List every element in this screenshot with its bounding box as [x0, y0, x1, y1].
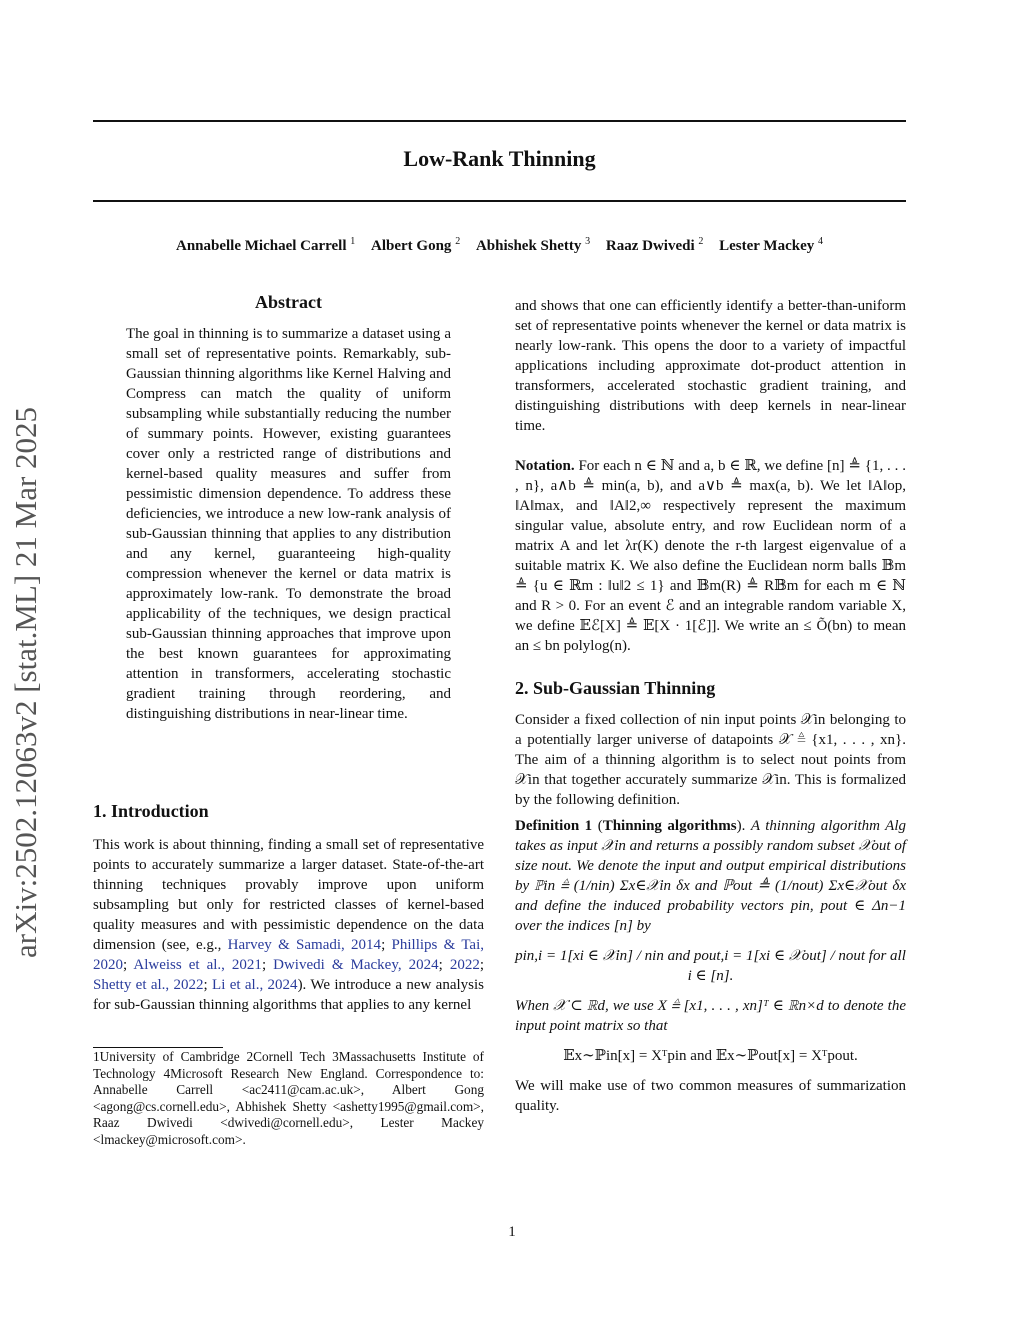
citation-link[interactable]: Alweiss et al., 2021	[133, 957, 262, 973]
author[interactable]: Albert Gong $^2$	[371, 236, 461, 254]
citation-link[interactable]: Phillips & Tai, 2020	[93, 937, 485, 973]
citation-link[interactable]: Dwivedi & Mackey, 2024	[273, 957, 439, 973]
abstract-block	[126, 292, 451, 724]
right-column	[515, 296, 906, 1116]
equation-probability-vectors: pin,i = 1[xi ∈ 𝒳in] / nin and pout,i = 1[xi ∈ 𝒳out] / nout for all i ∈ [n].	[515, 948, 906, 984]
citation-link[interactable]: Li et al., 2024	[212, 977, 298, 993]
introduction-paragraph: This work is about thinning, finding a small set of representative points to accurately summarize a larger dataset. State-of-the-art thinning techniques provably improve upon uniform subsampling but only for restricted classes of kernel-based quality measures and with pessimistic dependence on the data dimension (see, e.g., Harvey & Samadi, 2014; Phillips & Tai, 2020; Alweiss et al., 2021; Dwivedi & Mackey, 2024; 2022; Shetty et al., 2022; Li et al., 2024). We introduce a new analysis for sub-Gaussian thinning algorithms that applies to any kernel	[93, 837, 485, 1013]
definition-continued: When 𝒳 ⊂ ℝd, we use X ≜ [x1, . . . , xn]ᵀ ∈ ℝn×d to denote the input point matrix so that	[515, 998, 906, 1034]
citation-link[interactable]: Shetty et al., 2022	[93, 977, 204, 993]
author[interactable]: Annabelle Michael Carrell $^1$	[175, 236, 356, 254]
citation-link[interactable]: Harvey & Samadi, 2014	[227, 937, 382, 953]
author[interactable]: Abhishek Shetty $^3$	[475, 236, 591, 254]
section-2-heading: 2. Sub-Gaussian Thinning	[515, 678, 716, 698]
notation-paragraph: Notation. For each n ∈ ℕ and a, b ∈ ℝ, we define [n] ≜ {1, . . . , n}, a∧b ≜ min(a, b), and a∨b ≜ max(a, b). We let ‖A‖op, ‖A‖max, and ‖A‖2,∞ respectively represent the maximum singular value, absolute entry, and row Euclidean norm of a matrix A and let λr(K) denote the r-th largest eigenvalue of a suitable matrix K. We also define the Euclidean norm balls 𝔹m ≜ {u ∈ ℝm : ‖u‖2 ≤ 1} and 𝔹m(R) ≜ R𝔹m for each m ∈ ℕ and R > 0. For an event ℰ and an integrable random variable X, we define 𝔼ℰ[X] ≜ 𝔼[X · 1[ℰ]]. We write an ≤ Õ(bn) to mean an ≤ bn polylog(n).	[515, 458, 906, 654]
notation-label: Notation.	[515, 458, 575, 474]
page-number: 1	[508, 1224, 516, 1240]
affiliation-footnote: 1University of Cambridge 2Cornell Tech 3Massachusetts Institute of Technology 4Microsoft Research New England. Correspondence to: Annabelle Carrell <ac2411@cam.ac.uk>, Albert Gong <agong@cs.cornell.edu>, Abhishek Shetty <ashetty1995@gmail.com>, Raaz Dwivedi <dwivedi@cornell.edu>, Lester Mackey <lmackey@microsoft.com>.	[93, 1049, 484, 1147]
section-2-paragraph: Consider a fixed collection of nin input points 𝒳in belonging to a potentially larger universe of datapoints 𝒳 ≜ {x1, . . . , xn}. The aim of a thinning algorithm is to select nout points from 𝒳in that together accurately summarize 𝒳in. This is formalized by the following definition.	[515, 712, 906, 808]
footnote-rule	[93, 1047, 223, 1048]
introduction-heading: 1. Introduction	[93, 801, 209, 821]
author[interactable]: Raaz Dwivedi $^2$	[605, 236, 704, 254]
arxiv-sidebar-stamp[interactable]: arXiv:2502.12063v2 [stat.ML] 21 Mar 2025	[8, 406, 43, 958]
title-rule	[93, 200, 906, 202]
equation-expectations: 𝔼x∼ℙin[x] = Xᵀpin and 𝔼x∼ℙout[x] = Xᵀpout.	[563, 1048, 858, 1064]
top-rule	[93, 120, 906, 122]
introduction-section	[93, 801, 484, 1015]
citation-link[interactable]: 2022	[449, 957, 480, 973]
introduction-continued: and shows that one can efficiently identify a better-than-uniform set of representative points whenever the kernel or data matrix is nearly low-rank. This opens the door to a variety of impactful applications including approximate dot-product attention in transformers, accelerated stochastic gradient training, and distinguishing distributions with deep kernels in near-linear time.	[515, 298, 906, 434]
abstract-text: The goal in thinning is to summarize a dataset using a small set of representative points. Remarkably, sub-Gaussian thinning algorithms like Kernel Halving and Compress can match the quality of uniform subsampling while substantially reducing the number of summary points. However, existing guarantees cover only a restricted range of distributions and kernel-based quality measures and suffer from pessimistic dimension dependence. To address these deficiencies, we introduce a new low-rank analysis of sub-Gaussian thinning that applies to any distribution and any kernel, guaranteeing high-quality compression whenever the kernel or data matrix is approximately low-rank. To demonstrate the broad applicability of the techniques, we design practical sub-Gaussian thinning approaches that improve upon the best known guarantees for approximating attention in transformers, accelerating stochastic gradient training through reordering, and distinguishing distributions in near-linear time.	[126, 326, 451, 722]
closing-paragraph: We will make use of two common measures of summarization quality.	[515, 1078, 906, 1114]
abstract-heading: Abstract	[255, 292, 322, 312]
paper-title: Low-Rank Thinning	[403, 146, 596, 171]
author[interactable]: Lester Mackey $^4$	[719, 236, 823, 254]
author-list	[93, 236, 906, 255]
definition-1: Definition 1 (Thinning algorithms). A thinning algorithm Alg takes as input 𝒳in and returns a possibly random subset 𝒳out of size nout. We denote the input and output empirical distributions by ℙin ≜ (1/nin) Σx∈𝒳in δx and ℙout ≜ (1/nout) Σx∈𝒳out δx and define the induced probability vectors pin, pout ∈ Δn−1 over the indices [n] by	[515, 818, 907, 934]
